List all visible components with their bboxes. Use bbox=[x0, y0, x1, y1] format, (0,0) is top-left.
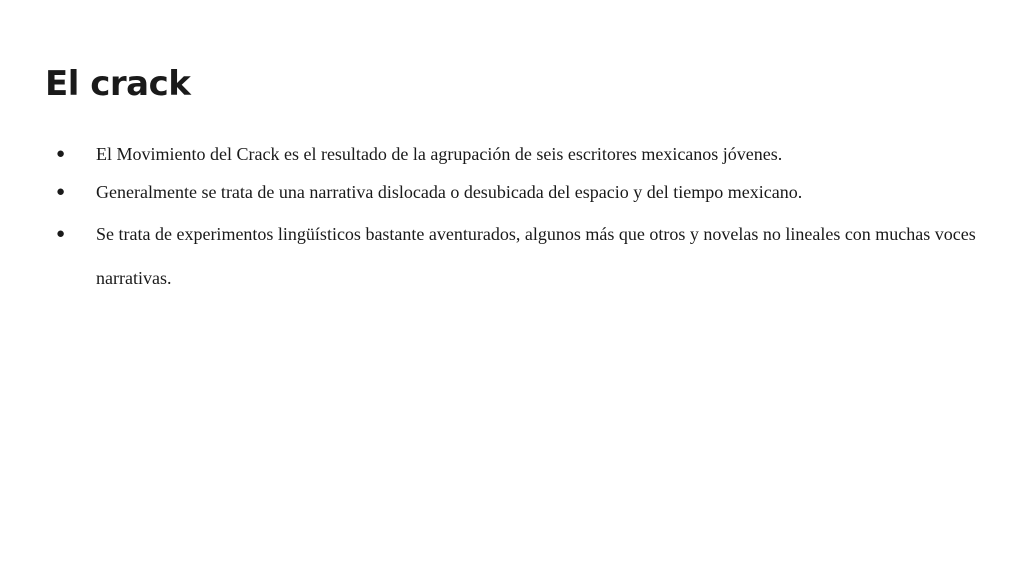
bullet-item bbox=[56, 212, 976, 300]
bullet-item bbox=[56, 178, 976, 206]
bullet-icon: ● bbox=[56, 226, 66, 242]
bullet-text: El Movimiento del Crack es el resultado de la agrupación de seis escritores mexicanos jóvenes. bbox=[96, 144, 783, 164]
bullet-list bbox=[56, 140, 976, 300]
bullet-icon: ● bbox=[56, 184, 66, 200]
slide-title: El crack bbox=[45, 64, 191, 104]
bullet-text: Se trata de experimentos lingüísticos bastante aventurados, algunos más que otros y novelas no lineales con muchas voces narrativas. bbox=[96, 224, 976, 288]
bullet-icon: ● bbox=[56, 146, 66, 162]
bullet-text: Generalmente se trata de una narrativa dislocada o desubicada del espacio y del tiempo mexicano. bbox=[96, 182, 803, 202]
bullet-item bbox=[56, 140, 976, 168]
